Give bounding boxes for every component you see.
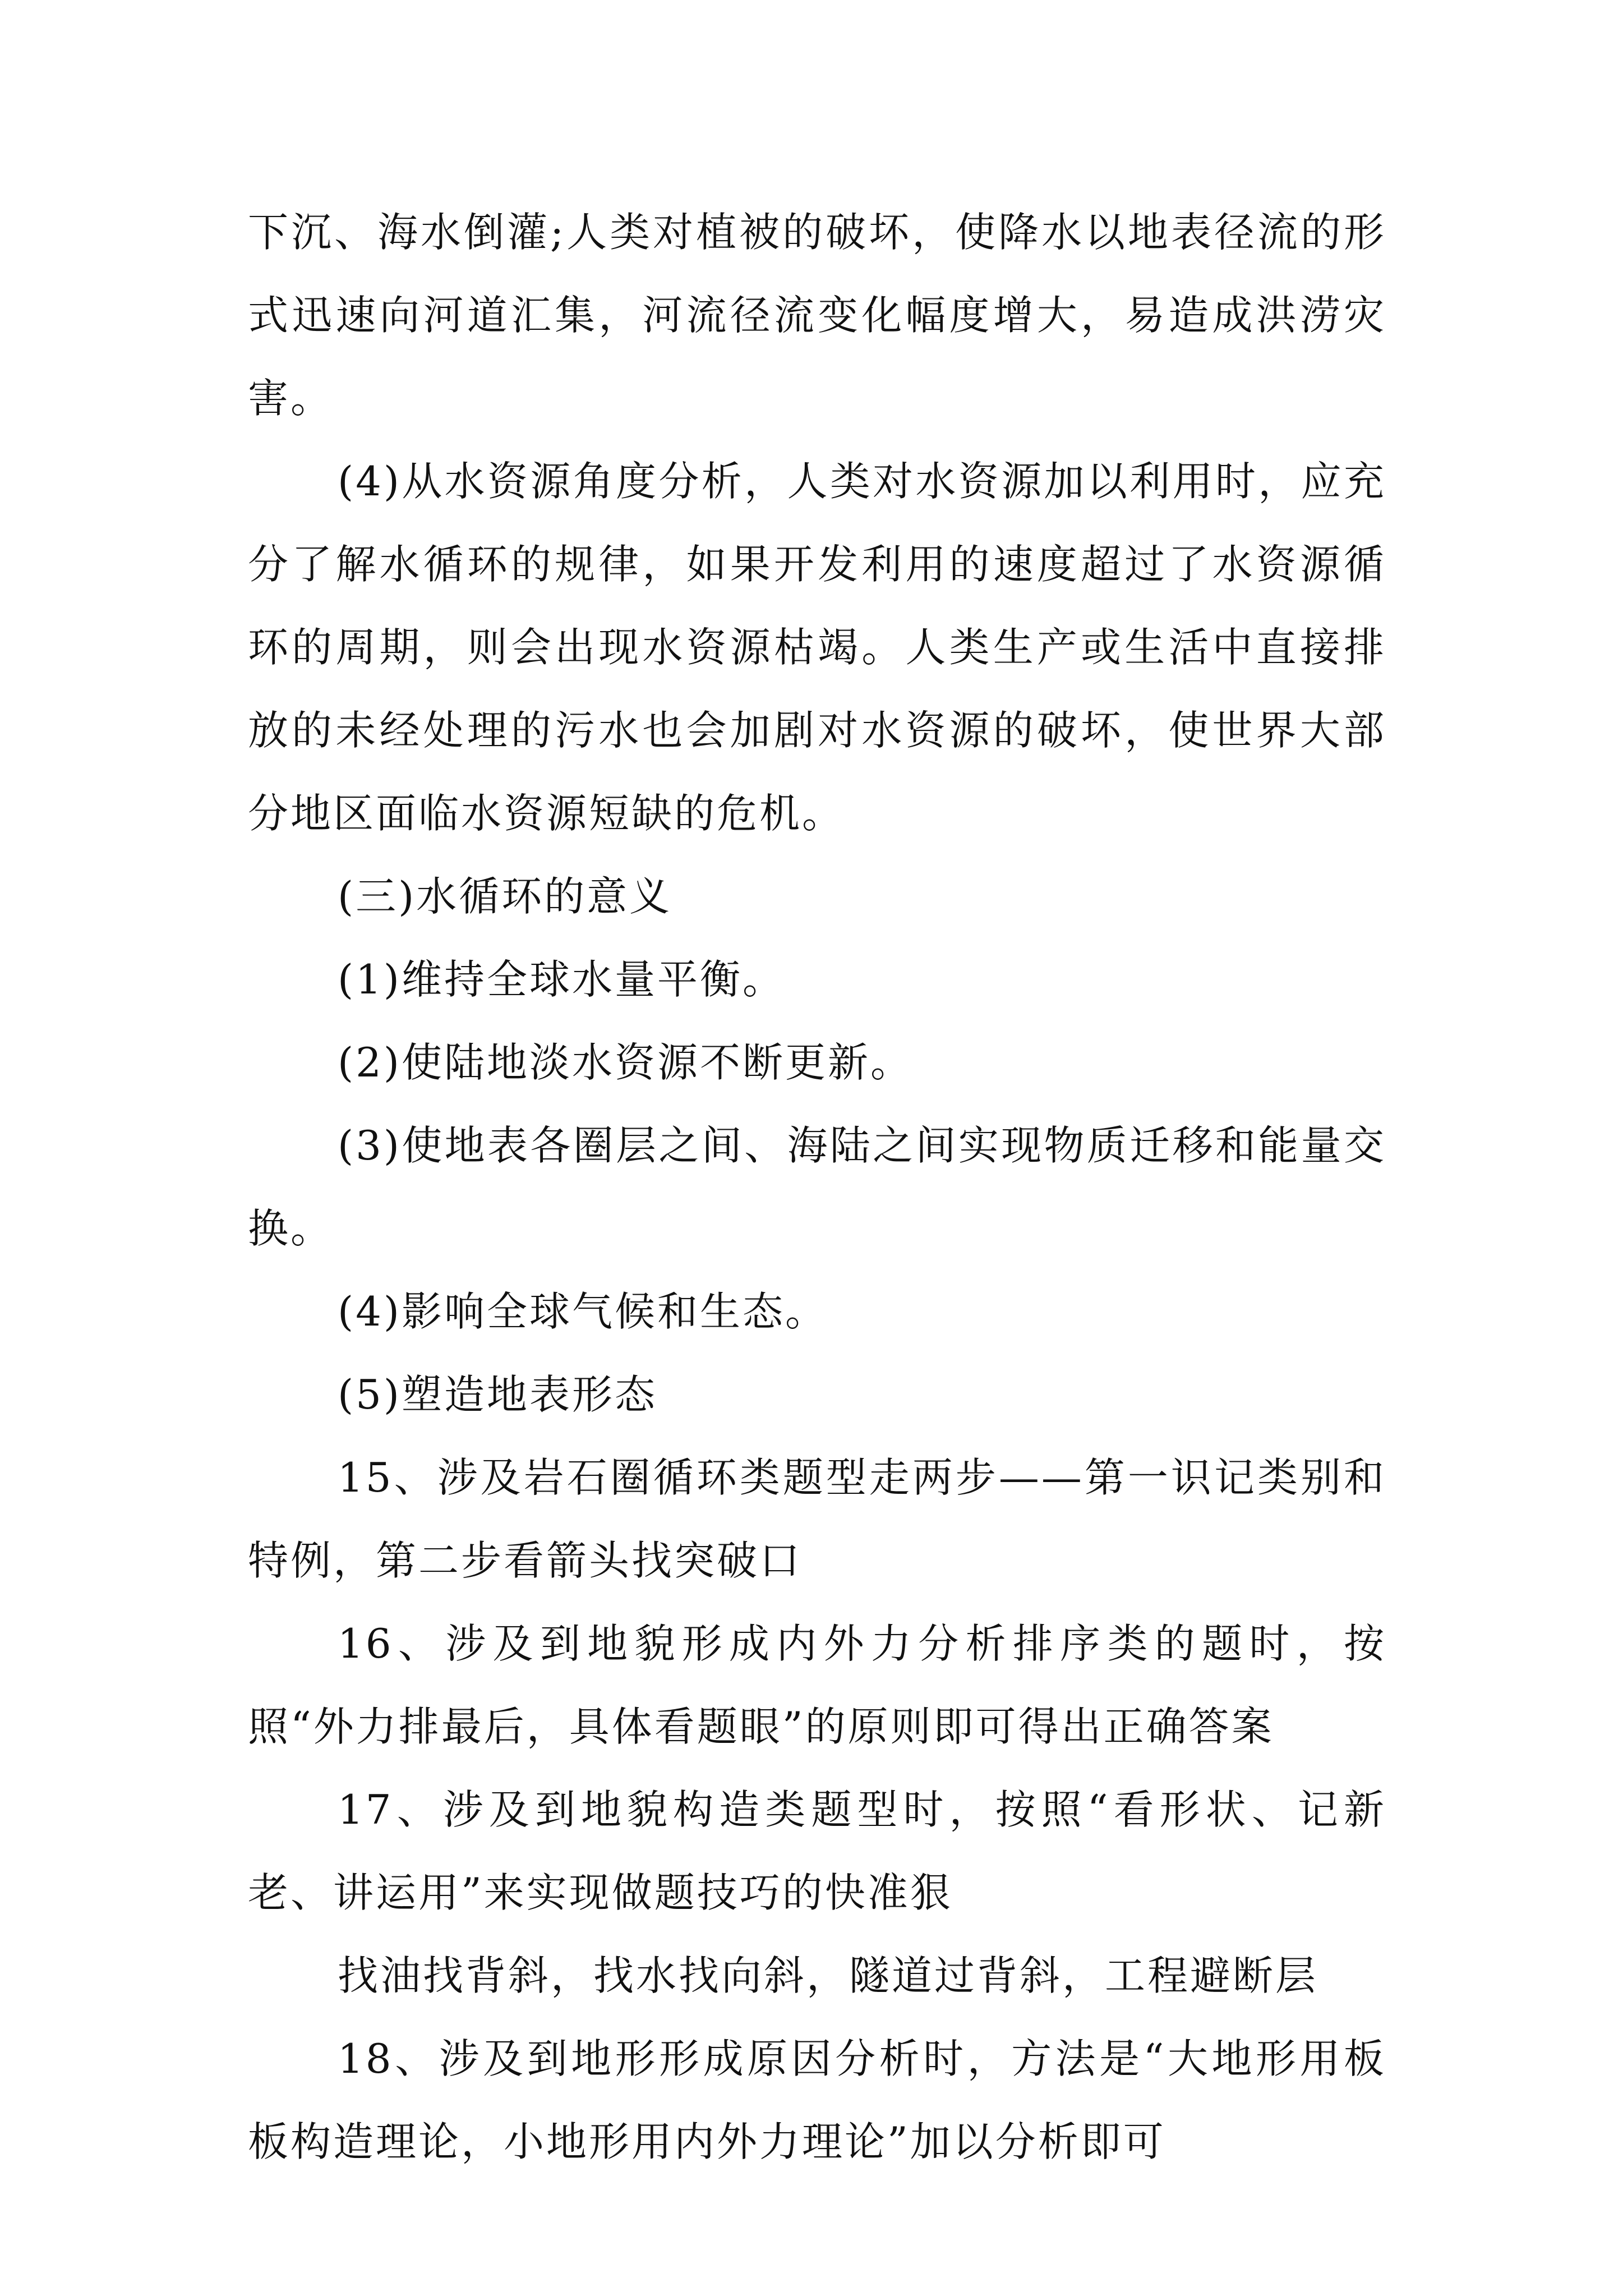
list-item-4: (4)影响全球气候和生态。 [338, 1288, 828, 1335]
paragraph-water-resources: (4)从水资源角度分析，人类对水资源加以利用时，应充分了解水循环的规律，如果开发利用的速度超过了水资源循环的周期，则会出现水资源枯竭。人类生产或生活中直接排放的未经处理的污水也会加剧对水资源的破坏，使世界大部分地区面临水资源短缺的危机。 [248, 458, 1386, 837]
document-body [248, 191, 1386, 2183]
list-item-2: (2)使陆地淡水资源不断更新。 [338, 1039, 913, 1086]
list-item-3: (3)使地表各圈层之间、海陆之间实现物质迁移和能量交换。 [248, 1122, 1386, 1252]
tip-17: 17、涉及到地貌构造类题型时，按照“看形状、记新老、讲运用”来实现做题技巧的快准狠 [248, 1786, 1386, 1916]
section-heading-water-cycle-significance: (三)水循环的意义 [338, 873, 672, 920]
tip-15: 15、涉及岩石圈循环类题型走两步——第一识记类别和特例，第二步看箭头找突破口 [248, 1454, 1386, 1584]
tip-18: 18、涉及到地形形成原因分析时，方法是“大地形用板板构造理论，小地形用内外力理论”加以分析即可 [248, 2035, 1386, 2165]
tip-17-mnemonic: 找油找背斜，找水找向斜，隧道过背斜，工程避断层 [338, 1952, 1318, 1999]
tip-16: 16、涉及到地貌形成内外力分析排序类的题时，按照“外力排最后，具体看题眼”的原则即可得出正确答案 [248, 1620, 1386, 1750]
list-item-1: (1)维持全球水量平衡。 [338, 956, 785, 1003]
paragraph-flood-disaster: 下沉、海水倒灌;人类对植被的破坏，使降水以地表径流的形式迅速向河道汇集，河流径流变化幅度增大，易造成洪涝灾害。 [248, 209, 1386, 422]
list-item-5: (5)塑造地表形态 [338, 1371, 657, 1418]
